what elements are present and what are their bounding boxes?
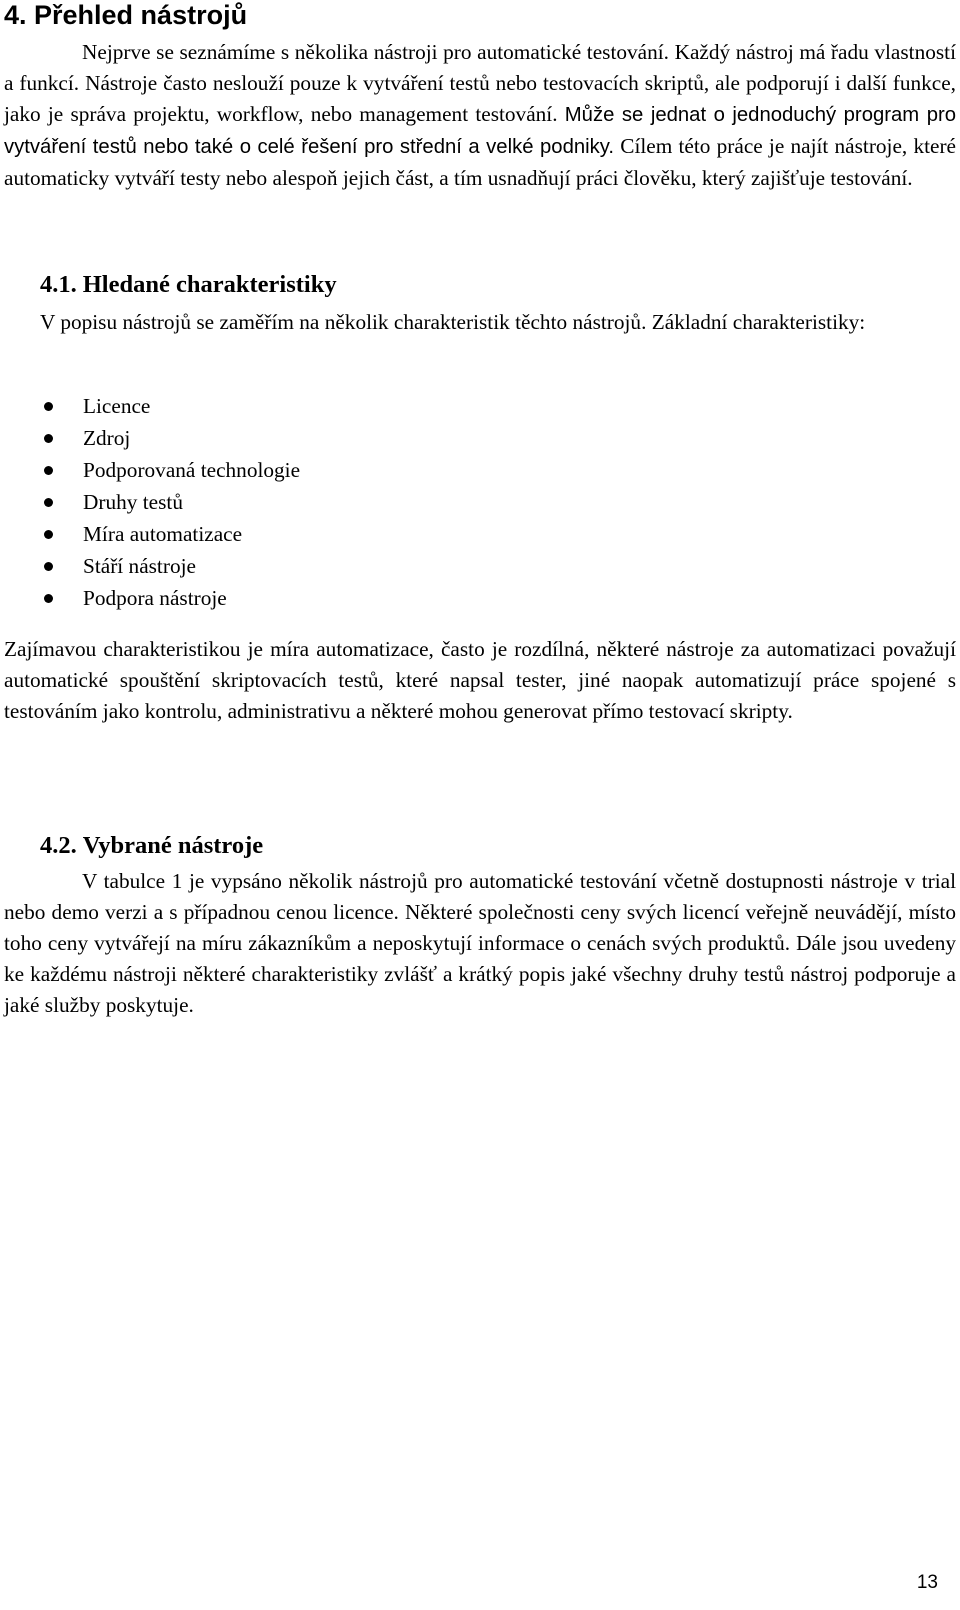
list-item: Podpora nástroje	[0, 582, 300, 614]
bullet-icon	[44, 562, 53, 571]
section-heading-4-1	[40, 269, 337, 301]
characteristics-intro	[4, 307, 956, 338]
section-number: 4.1.	[40, 271, 77, 298]
automation-paragraph: Zajímavou charakteristikou je míra automatizace, často je rozdílná, některé nástroje za automatizaci považují automatické spouštění skriptovacích testů, které napsal tester, jiné naopak automatizují práce spojené s testováním jako kontrolu, administrativu a některé mohou generovat přímo testovací skripty.	[4, 637, 956, 723]
bullet-icon	[44, 594, 53, 603]
list-item: Podporovaná technologie	[0, 454, 300, 486]
bullet-icon	[44, 530, 53, 539]
bullet-icon	[44, 402, 53, 411]
characteristics-intro-part1: V popisu nástrojů se zaměřím na několik charakteristik těchto nástrojů.	[40, 310, 647, 334]
section-title: Hledané charakteristiky	[82, 271, 337, 298]
list-item: Stáří nástroje	[0, 550, 300, 582]
bullet-icon	[44, 434, 53, 443]
list-item: Licence	[0, 390, 300, 422]
section-number: 4.2.	[40, 832, 77, 859]
list-item: Druhy testů	[0, 486, 300, 518]
characteristics-intro-part2: Základní charakteristiky:	[651, 310, 866, 334]
tools-paragraph: V tabulce 1 je vypsáno několik nástrojů pro automatické testování včetně dostupnosti nástroje v trial nebo demo verzi a s případnou cenou licence. Některé společnosti ceny svých licencí veřejně neuvádějí, místo toho ceny vytvářejí na míru zákazníkům a neposkytují informace o cenách svých produktů. Dále jsou uvedeny ke každému nástroji některé charakteristiky zvlášť a krátký popis jaké všechny druhy testů nástroj podporuje a jaké služby poskytuje.	[4, 869, 956, 1017]
list-item: Míra automatizace	[0, 518, 300, 550]
page-number: 13	[916, 1572, 938, 1593]
bullet-icon	[44, 498, 53, 507]
bullet-icon	[44, 466, 53, 475]
chapter-heading: 4. Přehled nástrojů	[4, 0, 248, 30]
list-item: Zdroj	[0, 422, 300, 454]
intro-text-part2: Může se jednat o jednoduchý program pro vytváření testů nebo také o celé řešení pro střední a velké podniky.	[4, 104, 957, 158]
characteristics-list	[0, 390, 300, 614]
section-heading-4-2	[40, 830, 263, 862]
intro-text-part1: Nejprve se seznámíme s několika nástroji pro automatické testování. Každý nástroj má řadu vlastností a funkcí. Nástroje často neslouží pouze k vytváření testů nebo testovacích skriptů, ale podporují i další funkce, jako je správa projektu, workflow, nebo management testování.	[4, 40, 956, 126]
intro-paragraph	[4, 37, 956, 194]
section-title: Vybrané nástroje	[82, 832, 264, 859]
intro-text-part3: Cílem této práce je najít nástroje, které automaticky vytváří testy nebo alespoň jejich část, a tím usnadňují práci člověku, který zajišťuje testování.	[4, 134, 957, 190]
